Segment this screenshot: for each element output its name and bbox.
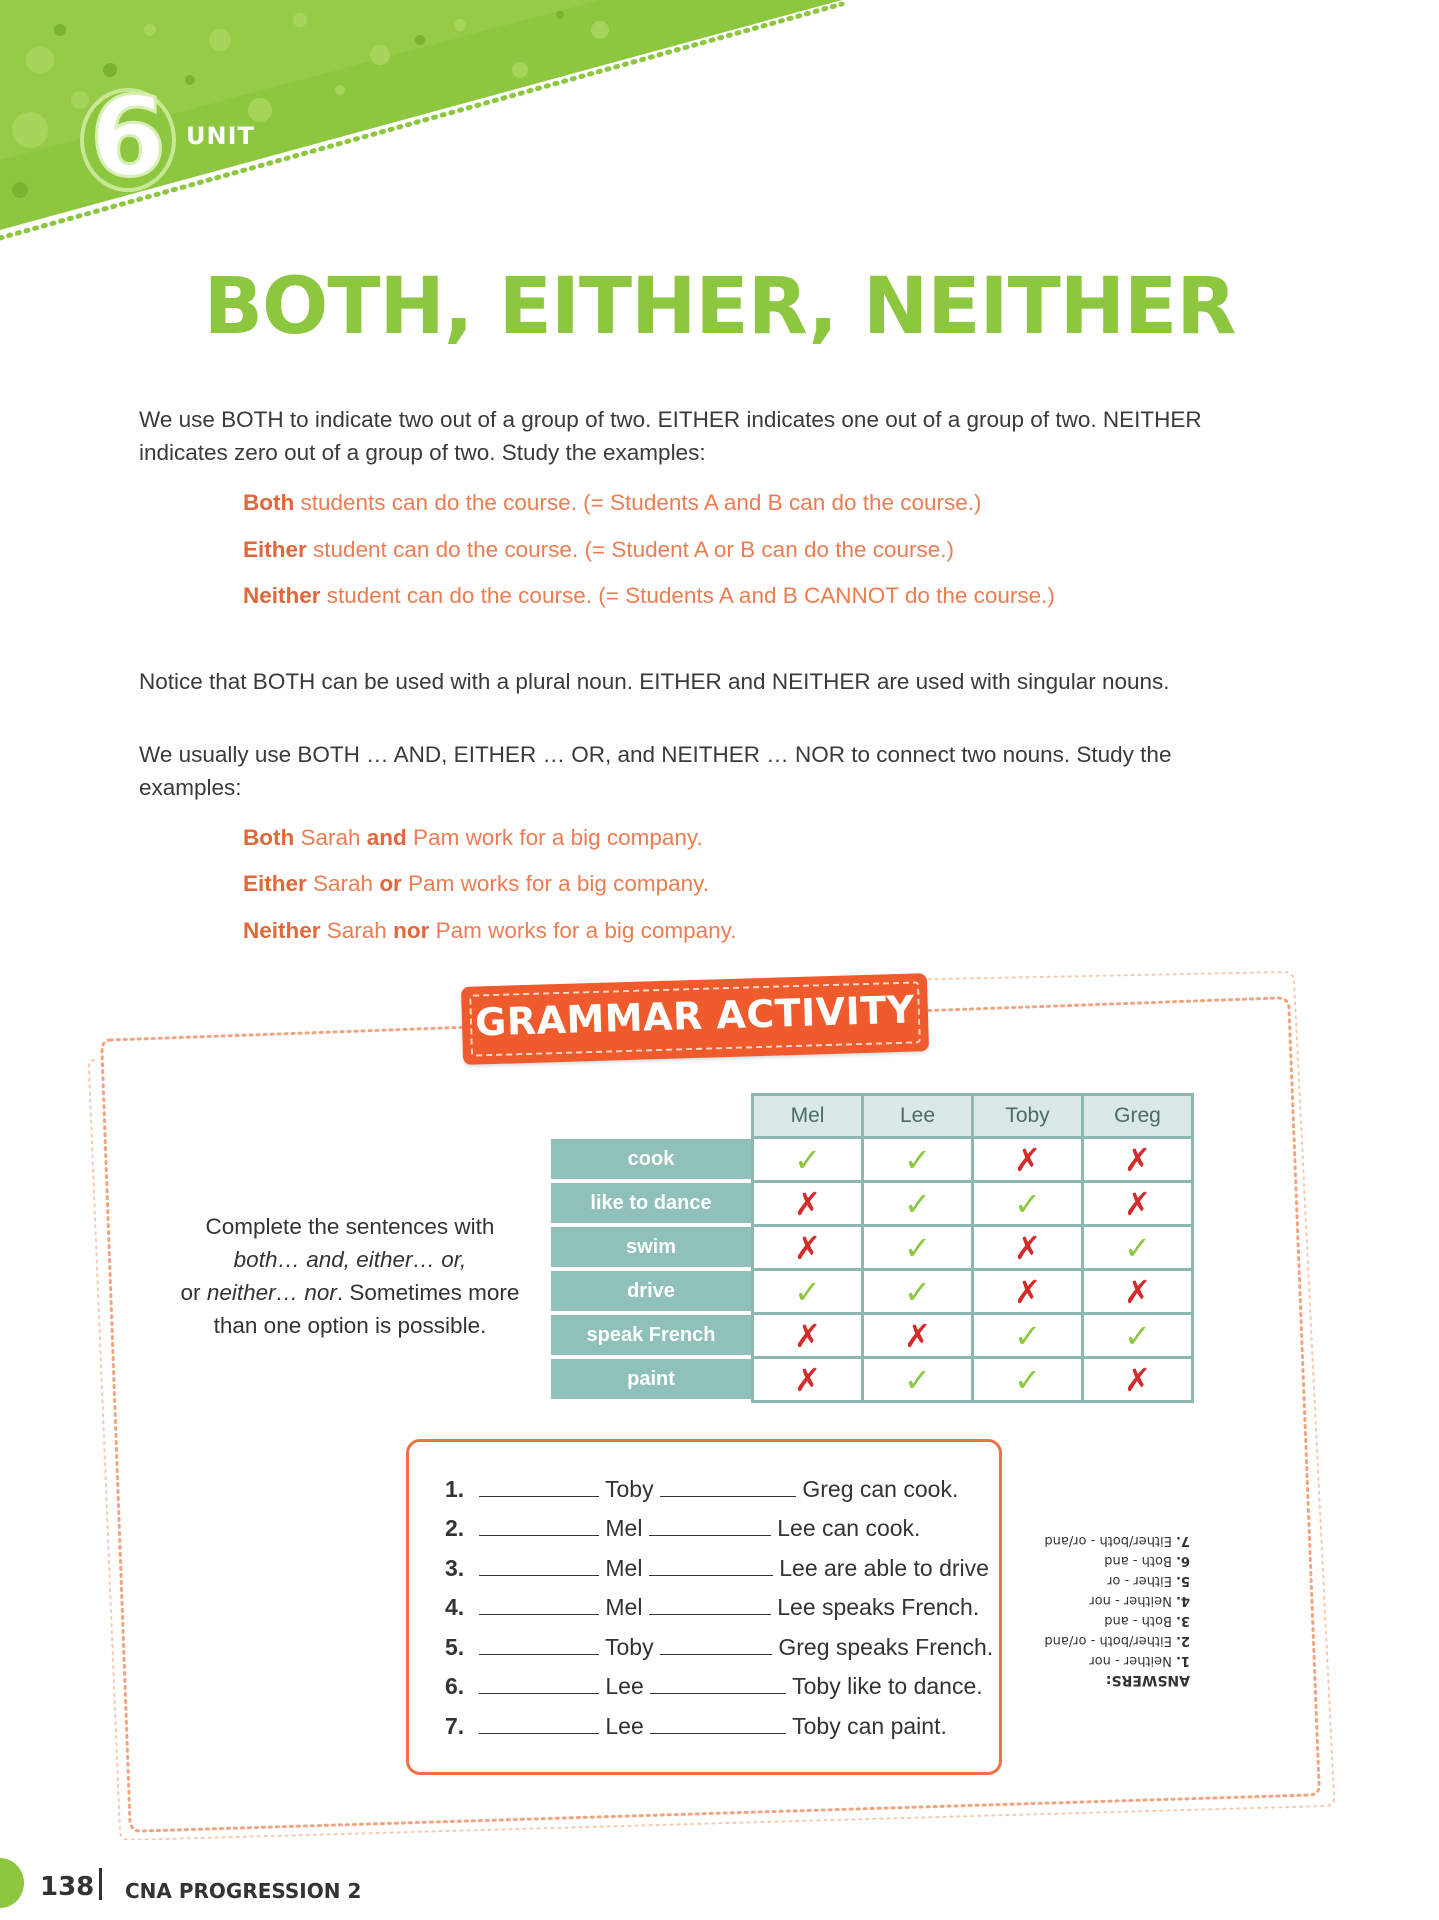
column-header: Lee bbox=[864, 1093, 974, 1139]
answer-item: 7. Either/both - or/and bbox=[1044, 1533, 1190, 1548]
footer-tab bbox=[0, 1858, 24, 1908]
example-neither: Neither student can do the course. (= Students A and B CANNOT do the course.) bbox=[243, 583, 1055, 608]
example2-either: Either Sarah or Pam works for a big company. bbox=[243, 871, 710, 896]
sentence-number: 2. bbox=[445, 1515, 465, 1541]
check-icon: ✓ bbox=[864, 1359, 974, 1403]
sentence-end: Greg speaks French. bbox=[778, 1634, 994, 1660]
intro-paragraph: We use BOTH to indicate two out of a group of two. EITHER indicates one out of a group of two. NEITHER indicates zero out of a group of two. Study the examples: bbox=[139, 407, 1202, 465]
sentence-end: Lee can cook. bbox=[777, 1515, 921, 1541]
answer-item: 3. Both - and bbox=[1104, 1613, 1190, 1628]
cross-icon: ✗ bbox=[974, 1271, 1084, 1315]
sentence-name: Lee bbox=[605, 1673, 644, 1699]
answers-heading: ANSWERS: bbox=[1105, 1672, 1190, 1688]
sentence-number: 7. bbox=[445, 1713, 465, 1739]
cross-icon: ✗ bbox=[751, 1315, 864, 1359]
check-icon: ✓ bbox=[864, 1227, 974, 1271]
footer-divider bbox=[99, 1868, 102, 1900]
row-label: paint bbox=[551, 1359, 751, 1403]
exercise-sentence bbox=[445, 1515, 920, 1542]
cross-icon: ✗ bbox=[751, 1183, 864, 1227]
check-icon: ✓ bbox=[751, 1271, 864, 1315]
unit-label: UNIT bbox=[186, 122, 255, 150]
sentence-end: Lee speaks French. bbox=[777, 1594, 980, 1620]
sentence-name: Mel bbox=[605, 1594, 643, 1620]
sentence-name: Toby bbox=[604, 1634, 654, 1660]
answer-item: 5. Either - or bbox=[1107, 1573, 1190, 1588]
answer-blank[interactable] bbox=[479, 1515, 599, 1536]
example2-both: Both Sarah and Pam work for a big company. bbox=[243, 825, 703, 850]
page-number: 138 bbox=[40, 1872, 95, 1902]
answer-blank[interactable] bbox=[479, 1594, 599, 1615]
sentence-number: 6. bbox=[445, 1673, 465, 1699]
cross-icon: ✗ bbox=[751, 1227, 864, 1271]
book-title: CNA PROGRESSION 2 bbox=[125, 1879, 362, 1903]
answer-blank[interactable] bbox=[650, 1673, 786, 1694]
exercise-sentence bbox=[445, 1476, 958, 1503]
unit-number-graphic bbox=[82, 73, 174, 201]
table-row bbox=[551, 1315, 1194, 1359]
example-either: Either student can do the course. (= Student A or B can do the course.) bbox=[243, 537, 955, 562]
cross-icon: ✗ bbox=[974, 1139, 1084, 1183]
answer-item: 2. Either/both - or/and bbox=[1044, 1633, 1190, 1648]
answer-blank[interactable] bbox=[660, 1476, 796, 1497]
answer-blank[interactable] bbox=[479, 1555, 599, 1576]
cross-icon: ✗ bbox=[1084, 1359, 1194, 1403]
check-icon: ✓ bbox=[751, 1139, 864, 1183]
cross-icon: ✗ bbox=[1084, 1139, 1194, 1183]
check-icon: ✓ bbox=[974, 1315, 1084, 1359]
answer-blank[interactable] bbox=[650, 1713, 786, 1734]
table-row bbox=[551, 1139, 1194, 1183]
answer-item: 4. Neither - nor bbox=[1089, 1593, 1190, 1608]
answer-blank[interactable] bbox=[649, 1594, 771, 1615]
table-row bbox=[551, 1183, 1194, 1227]
notice-paragraph: Notice that BOTH can be used with a plural noun. EITHER and NEITHER are used with singular nouns. bbox=[139, 669, 1170, 694]
usage-paragraph: We usually use BOTH … AND, EITHER … OR, and NEITHER … NOR to connect two nouns. Study the examples: bbox=[139, 742, 1172, 800]
check-icon: ✓ bbox=[864, 1183, 974, 1227]
sentence-name: Mel bbox=[605, 1555, 643, 1581]
sentence-name: Toby bbox=[604, 1476, 654, 1502]
answer-item: 6. Both - and bbox=[1104, 1553, 1190, 1568]
activity-instructions: Complete the sentences with both… and, either… or, or neither… nor. Sometimes more than one option is possible. bbox=[180, 1214, 520, 1338]
column-header: Mel bbox=[751, 1093, 864, 1139]
answer-blank[interactable] bbox=[479, 1476, 599, 1497]
column-header: Toby bbox=[974, 1093, 1084, 1139]
answer-blank[interactable] bbox=[660, 1634, 772, 1655]
ability-table bbox=[551, 1093, 1194, 1403]
column-header: Greg bbox=[1084, 1093, 1194, 1139]
sentence-number: 5. bbox=[445, 1634, 465, 1660]
answers-key bbox=[1030, 1530, 1190, 1690]
check-icon: ✓ bbox=[974, 1183, 1084, 1227]
sentence-end: Greg can cook. bbox=[802, 1476, 959, 1502]
exercise-sentence bbox=[445, 1634, 993, 1661]
exercise-sentence bbox=[445, 1713, 947, 1740]
row-label: swim bbox=[551, 1227, 751, 1271]
row-label: like to dance bbox=[551, 1183, 751, 1227]
example-both: Both students can do the course. (= Students A and B can do the course.) bbox=[243, 490, 982, 515]
answer-blank[interactable] bbox=[479, 1634, 599, 1655]
answer-item: 1. Neither - nor bbox=[1089, 1653, 1190, 1668]
check-icon: ✓ bbox=[1084, 1315, 1194, 1359]
sentence-name: Lee bbox=[605, 1713, 644, 1739]
exercise-sentence bbox=[445, 1594, 979, 1621]
sentence-end: Toby like to dance. bbox=[792, 1673, 983, 1699]
cross-icon: ✗ bbox=[1084, 1183, 1194, 1227]
exercise-sentence bbox=[445, 1673, 983, 1700]
cross-icon: ✗ bbox=[864, 1315, 974, 1359]
svg-text:6: 6 bbox=[89, 73, 167, 201]
grammar-activity-banner: GRAMMAR ACTIVITY bbox=[461, 973, 929, 1065]
check-icon: ✓ bbox=[864, 1139, 974, 1183]
check-icon: ✓ bbox=[974, 1359, 1084, 1403]
sentence-end: Lee are able to drive bbox=[779, 1555, 989, 1581]
cross-icon: ✗ bbox=[1084, 1271, 1194, 1315]
row-label: drive bbox=[551, 1271, 751, 1315]
table-row bbox=[551, 1359, 1194, 1403]
answer-blank[interactable] bbox=[649, 1515, 771, 1536]
cross-icon: ✗ bbox=[751, 1359, 864, 1403]
sentences-box bbox=[406, 1439, 1002, 1775]
check-icon: ✓ bbox=[1084, 1227, 1194, 1271]
row-label: speak French bbox=[551, 1315, 751, 1359]
table-row bbox=[551, 1227, 1194, 1271]
table-row bbox=[551, 1271, 1194, 1315]
sentence-number: 3. bbox=[445, 1555, 465, 1581]
row-label: cook bbox=[551, 1139, 751, 1183]
cross-icon: ✗ bbox=[974, 1227, 1084, 1271]
example2-neither: Neither Sarah nor Pam works for a big company. bbox=[243, 918, 737, 943]
answer-blank[interactable] bbox=[479, 1713, 599, 1734]
check-icon: ✓ bbox=[864, 1271, 974, 1315]
sentence-name: Mel bbox=[605, 1515, 643, 1541]
sentence-end: Toby can paint. bbox=[792, 1713, 947, 1739]
answer-blank[interactable] bbox=[479, 1673, 599, 1694]
exercise-sentence bbox=[445, 1555, 989, 1582]
sentence-number: 4. bbox=[445, 1594, 465, 1620]
answer-blank[interactable] bbox=[649, 1555, 773, 1576]
page-title: BOTH, EITHER, NEITHER bbox=[203, 262, 1236, 352]
sentence-number: 1. bbox=[445, 1476, 465, 1502]
